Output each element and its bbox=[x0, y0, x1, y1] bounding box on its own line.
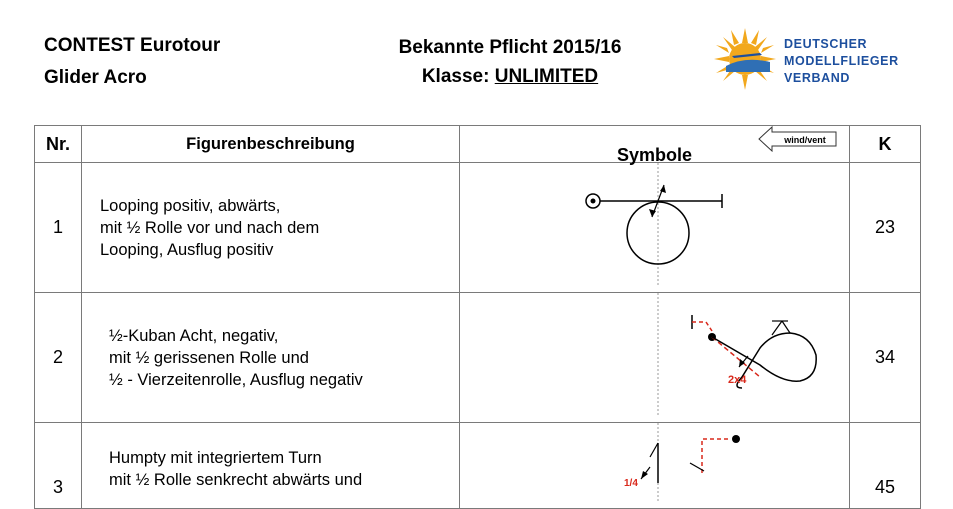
roll-notation-label: 1/4 bbox=[624, 478, 638, 489]
desc-line: Humpty mit integriertem Turn bbox=[109, 449, 322, 467]
contest-category: Glider Acro bbox=[44, 67, 147, 88]
row-nr: 1 bbox=[35, 163, 82, 293]
row-symbol bbox=[460, 423, 850, 509]
roll-notation-label: 2x4 bbox=[728, 374, 747, 386]
figure-3-diagram bbox=[460, 423, 849, 503]
desc-line: ½ - Vierzeitenrolle, Ausflug negativ bbox=[109, 370, 363, 389]
row-nr-value: 3 bbox=[52, 477, 63, 497]
table-row bbox=[35, 423, 921, 509]
desc-line: mit ½ gerissenen Rolle und bbox=[109, 348, 309, 367]
contest-name: CONTEST Eurotour bbox=[44, 35, 221, 56]
contest-title-block bbox=[44, 30, 220, 94]
dmfv-logo bbox=[712, 26, 912, 92]
figure-1-diagram bbox=[460, 163, 849, 287]
wind-label: wind/vent bbox=[784, 135, 826, 145]
table-header-row bbox=[35, 126, 921, 163]
header-description: Figurenbeschreibung bbox=[82, 126, 460, 163]
class-label: Klasse: bbox=[421, 66, 490, 87]
desc-line: ½-Kuban Acht, negativ, bbox=[109, 326, 279, 345]
program-title: Bekannte Pflicht 2015/16 bbox=[398, 37, 622, 58]
figures-table bbox=[34, 125, 921, 509]
header-symbols bbox=[460, 126, 850, 163]
row-k bbox=[850, 423, 921, 509]
row-description bbox=[82, 293, 460, 423]
logo-line3: VERBAND bbox=[784, 71, 851, 85]
figure-2-diagram bbox=[460, 293, 849, 417]
row-k: 23 bbox=[850, 163, 921, 293]
program-title-block bbox=[360, 33, 660, 91]
row-nr: 2 bbox=[35, 293, 82, 423]
table-row bbox=[35, 293, 921, 423]
desc-line: Looping positiv, abwärts, bbox=[100, 196, 281, 215]
wind-arrow-icon bbox=[758, 126, 840, 152]
row-k-value: 45 bbox=[874, 477, 896, 497]
header-k: K bbox=[850, 126, 921, 163]
logo-line2: MODELLFLIEGER bbox=[784, 54, 899, 68]
row-description bbox=[82, 163, 460, 293]
sun-glider-emblem-icon bbox=[712, 26, 782, 92]
desc-line: mit ½ Rolle senkrecht abwärts und bbox=[109, 471, 363, 489]
desc-line: Looping, Ausflug positiv bbox=[100, 240, 274, 259]
row-symbol bbox=[460, 163, 850, 293]
row-description bbox=[82, 423, 460, 509]
header-nr: Nr. bbox=[35, 126, 82, 163]
logo-line1: DEUTSCHER bbox=[784, 37, 868, 51]
row-nr bbox=[35, 423, 82, 509]
header-symbols-label: Symbole bbox=[617, 145, 693, 165]
class-value: UNLIMITED bbox=[494, 66, 599, 87]
class-line bbox=[360, 62, 660, 91]
table-row bbox=[35, 163, 921, 293]
logo-text bbox=[784, 36, 899, 87]
desc-line: mit ½ Rolle vor und nach dem bbox=[100, 218, 320, 237]
row-symbol bbox=[460, 293, 850, 423]
row-k: 34 bbox=[850, 293, 921, 423]
